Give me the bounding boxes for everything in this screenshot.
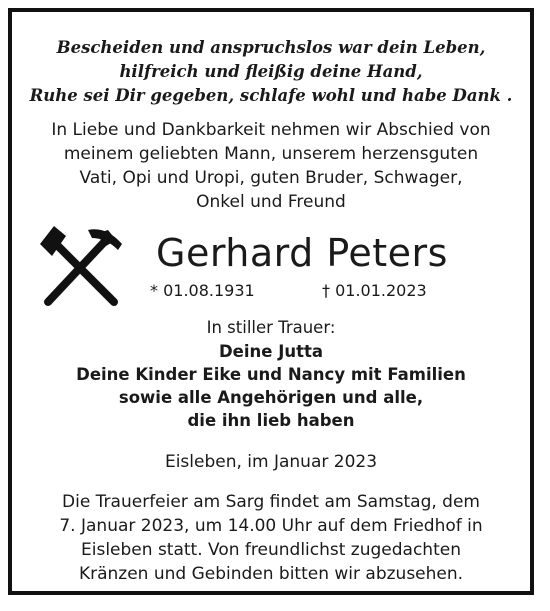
ceremony-line: Eisleben statt. Von freundlichst zugedachten [81,540,461,560]
poem-line: Bescheiden und anspruchslos war dein Leben, [56,38,486,57]
intro-line: Vati, Opi und Uropi, guten Bruder, Schwager, [79,168,463,188]
ceremony-line: Kränzen und Gebinden bitten wir abzusehen. [78,564,464,584]
intro-line: Onkel und Freund [196,192,346,212]
poem-line: hilfreich und fleißig deine Hand, [119,62,423,81]
hammer-and-pick-icon [36,222,126,312]
deceased-name: Gerhard Peters [156,231,448,275]
mourning-label: In stiller Trauer: [206,318,336,337]
mourner-line: Deine Jutta [218,342,324,361]
poem-line: Ruhe sei Dir gegeben, schlafe wohl und habe Dank . [29,86,513,105]
mourners-list [12,340,530,432]
mourner-line: sowie alle Angehörigen und alle, [118,388,424,407]
mourner-line: Deine Kinder Eike und Nancy mit Familien [76,365,466,384]
birth-date: * 01.08.1931 [150,281,255,300]
intro-text [12,118,530,214]
intro-line: meinem geliebten Mann, unserem herzensguten [63,144,479,164]
ceremony-line: 7. Januar 2023, um 14.00 Uhr auf dem Friedhof in [59,516,483,536]
ceremony-line: Die Trauerfeier am Sarg findet am Samstag, dem [62,492,480,512]
place-and-date: Eisleben, im Januar 2023 [164,452,378,472]
mourner-line: die ihn lieb haben [187,411,355,430]
ceremony-info [12,490,530,586]
intro-line: In Liebe und Dankbarkeit nehmen wir Abschied von [51,120,491,140]
obituary-notice [8,8,534,595]
poem [12,36,530,108]
death-date: † 01.01.2023 [322,281,427,300]
